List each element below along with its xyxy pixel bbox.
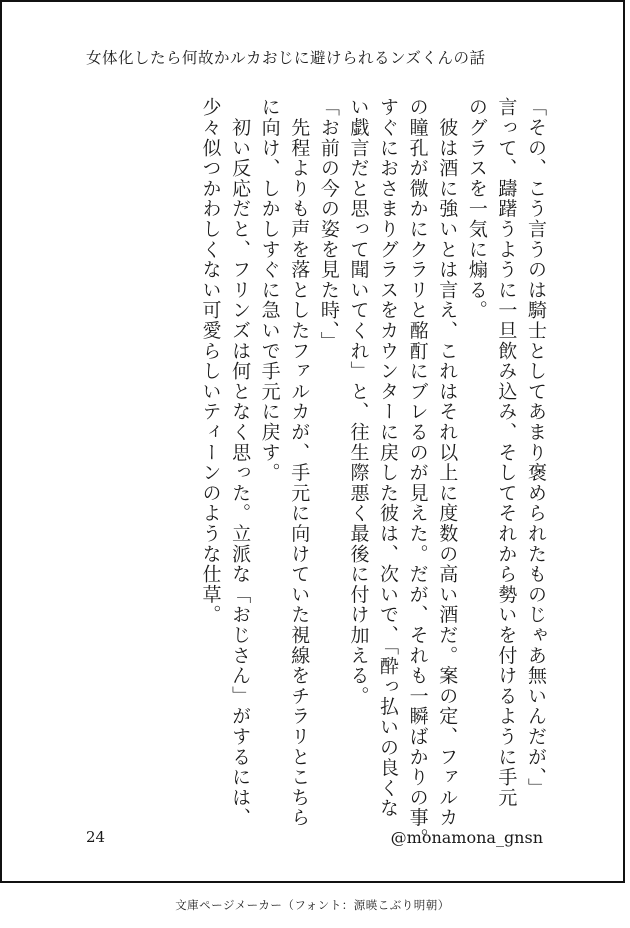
author-handle: @monamona_gnsn [390,828,543,847]
text-line: 言って、躊躇うように一旦飲み込み、そしてそれから勢いを付けるように手元 [495,97,518,808]
generator-caption: 文庫ページメーカー（フォント：源暎こぶり明朝） [175,898,450,912]
text-line: に向け、しかしすぐに急いで手元に戻す。 [258,97,281,483]
text-line: 先程よりも声を落としたファルカが、手元に向けていた視線をチラリとこちら [288,97,311,828]
text-line: 少々似つかわしくない可愛らしいティーンのような仕草。 [199,97,222,625]
text-line: 初い反応だと、フリンズは何となく思った。立派な「おじさん」がするには、 [229,97,252,828]
text-line: 「その、こう言うのは騎士としてあまり褒められたものじゃあ無いんだが、」 [525,97,547,798]
text-line: すぐにおさまりグラスをカウンターに戻した彼は、次いで、「酔っ払いの良くな [377,97,400,819]
text-line: のグラスを一気に煽る。 [465,97,488,321]
text-line: 「お前の今の姿を見た時、」 [317,97,340,352]
page-number: 24 [86,828,106,846]
text-line: の瞳孔が微かにクラリと酩酊にブレるのが見えた。だが、それも一瞬ばかりの事。 [406,97,429,849]
text-line: 彼は酒に強いとは言え、これはそれ以上に度数の高い酒だ。案の定、ファルカ [436,97,459,828]
text-line: い戯言だと思って聞いてくれ」と、往生際悪く最後に付け加える。 [347,97,370,706]
book-title: 女体化したら何故かルカおじに避けられるンズくんの話 [86,49,486,67]
